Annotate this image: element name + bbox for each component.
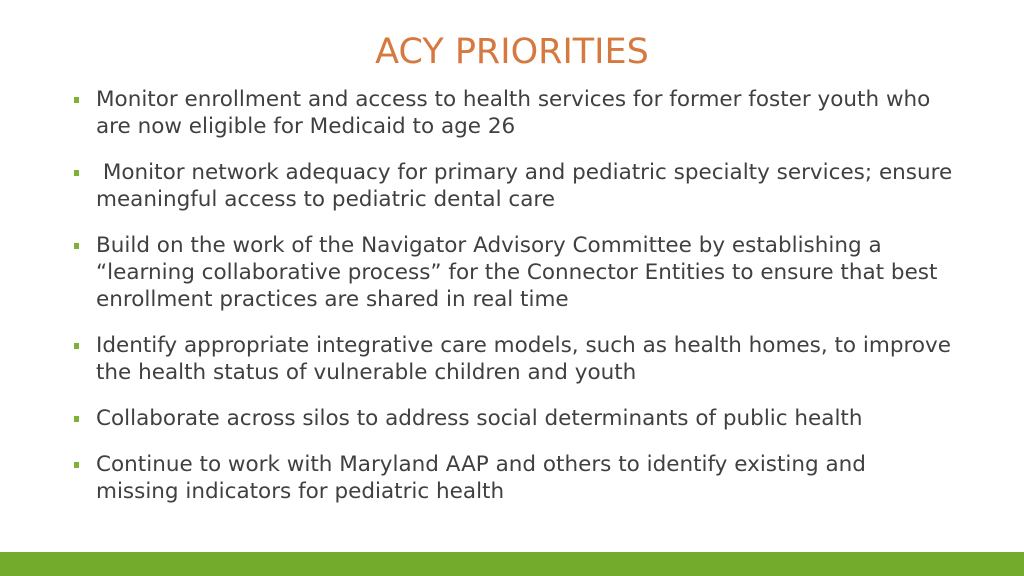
bullet-item (74, 332, 954, 386)
bullet-text: Collaborate across silos to address social determinants of public health (96, 406, 863, 431)
square-bullet-icon (74, 243, 79, 249)
bullet-list (74, 86, 960, 524)
bullet-item (74, 405, 954, 432)
bullet-text: Monitor enrollment and access to health services for former foster youth who are now eligible for Medicaid to age 26 (96, 87, 931, 139)
square-bullet-icon (74, 462, 79, 468)
slide-title: ACY PRIORITIES (375, 32, 649, 72)
bullet-item (74, 232, 954, 313)
square-bullet-icon (74, 170, 79, 176)
bottom-accent-bar (0, 552, 1024, 576)
bullet-text: Monitor network adequacy for primary and pediatric specialty services; ensure meaningful access to pediatric dental care (96, 160, 960, 212)
bullet-text: Identify appropriate integrative care models, such as health homes, to improve the health status of vulnerable children and youth (96, 333, 951, 385)
square-bullet-icon (74, 343, 79, 349)
bullet-item (74, 86, 954, 140)
bullet-text: Continue to work with Maryland AAP and others to identify existing and missing indicators for pediatric health (96, 452, 866, 504)
square-bullet-icon (74, 97, 79, 103)
bullet-item (74, 159, 960, 213)
square-bullet-icon (74, 416, 79, 422)
bullet-text: Build on the work of the Navigator Advisory Committee by establishing a “learning collaborative process” for the Connector Entities to ensure that best enrollment practices are shared in real time (96, 233, 938, 312)
bullet-item (74, 451, 954, 505)
